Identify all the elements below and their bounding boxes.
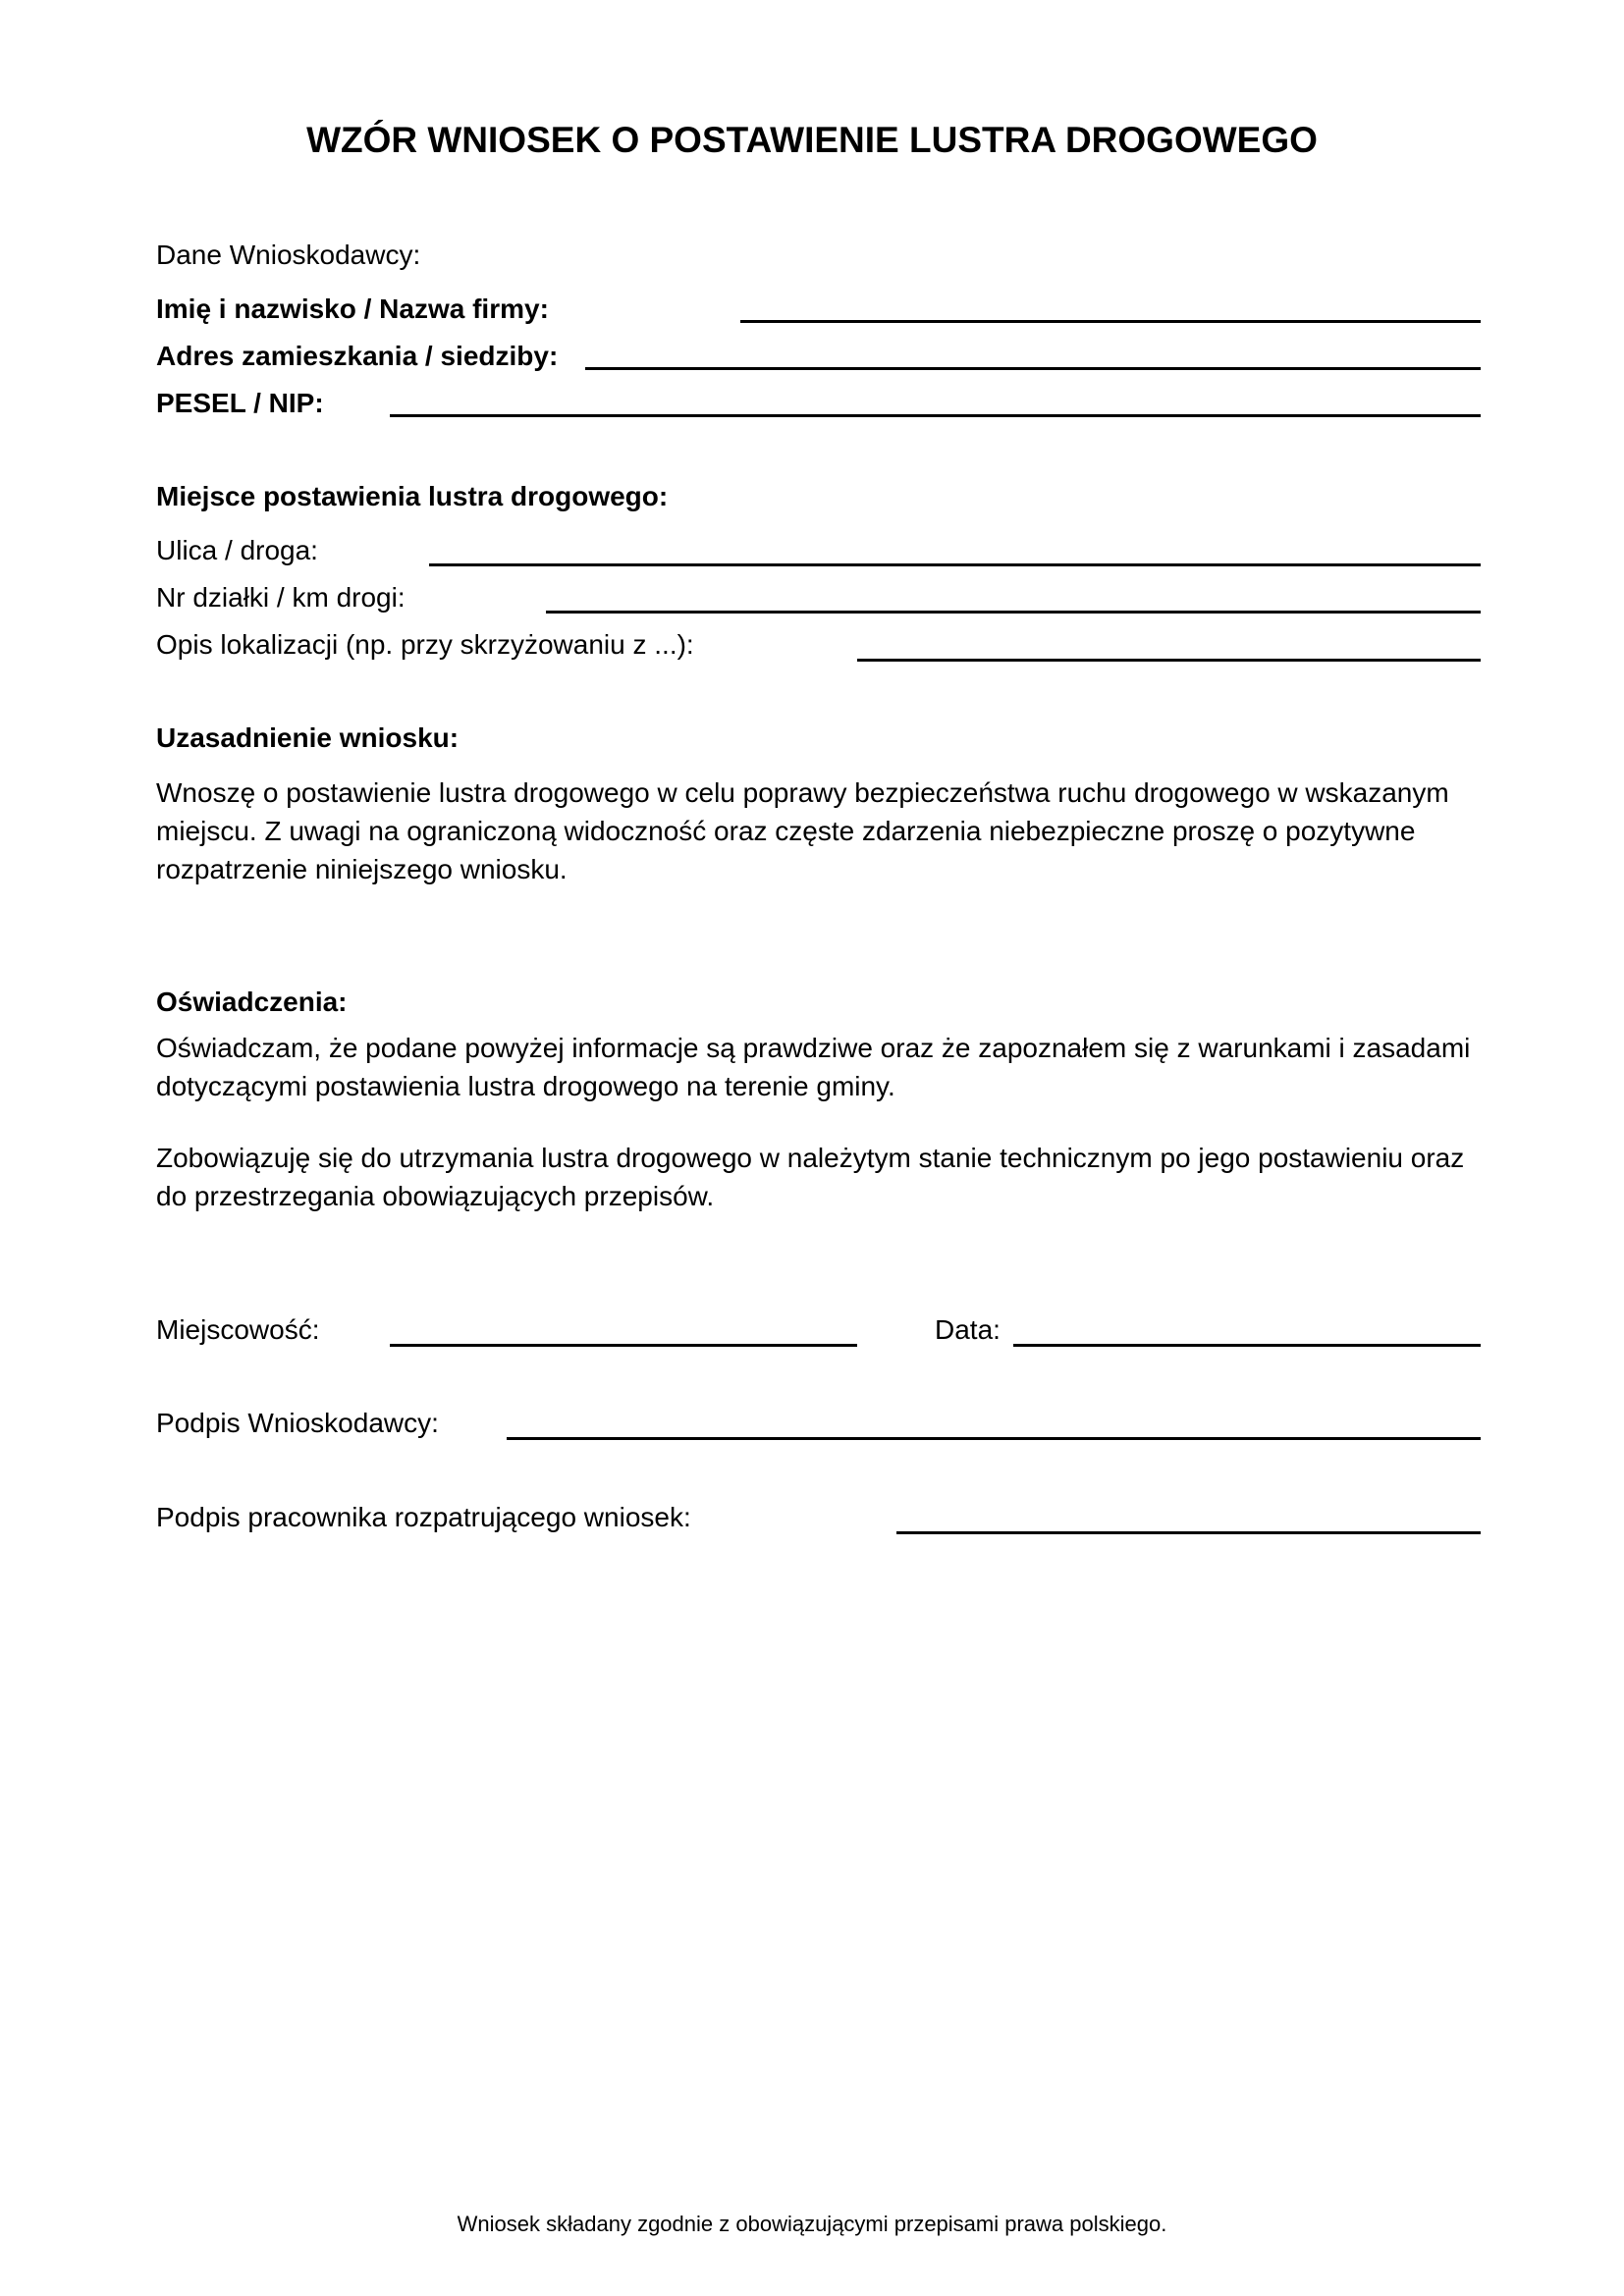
- page-title: WZÓR WNIOSEK O POSTAWIENIE LUSTRA DROGOWEGO: [306, 120, 1318, 160]
- name-field[interactable]: [740, 320, 1481, 323]
- applicant-signature-label: Podpis Wnioskodawcy:: [156, 1408, 439, 1438]
- declaration-paragraph-2: Zobowiązuję się do utrzymania lustra drogowego w należytym stanie technicznym po jego postawieniu oraz do przestrzegania obowiązujących przepisów.: [156, 1143, 1465, 1211]
- address-field[interactable]: [585, 367, 1481, 370]
- date-field[interactable]: [1013, 1344, 1481, 1347]
- date-label: Data:: [935, 1314, 1001, 1345]
- declaration-paragraph-1: Oświadczam, że podane powyżej informacje są prawdziwe oraz że zapoznałem się z warunkami i zasadami dotyczącymi postawienia lustra drogowego na terenie gminy.: [156, 1033, 1471, 1101]
- pesel-field[interactable]: [390, 414, 1481, 417]
- name-label: Imię i nazwisko / Nazwa firmy:: [156, 294, 549, 324]
- place-label: Miejscowość:: [156, 1314, 320, 1345]
- plot-field[interactable]: [546, 611, 1481, 614]
- location-heading: Miejsce postawienia lustra drogowego:: [156, 481, 669, 511]
- declarations-heading: Oświadczenia:: [156, 987, 348, 1017]
- justification-text: Wnoszę o postawienie lustra drogowego w celu poprawy bezpieczeństwa ruchu drogowego w wskazanym miejscu. Z uwagi na ograniczoną widoczność oraz częste zdarzenia niebezpieczne proszę o pozytywne rozpatrzenie niniejszego wniosku.: [156, 777, 1449, 884]
- place-field[interactable]: [390, 1344, 857, 1347]
- officer-signature-field[interactable]: [896, 1531, 1481, 1534]
- plot-label: Nr działki / km drogi:: [156, 582, 406, 613]
- location-description-field[interactable]: [857, 659, 1481, 662]
- street-field[interactable]: [429, 563, 1481, 566]
- officer-signature-label: Podpis pracownika rozpatrującego wniosek:: [156, 1502, 691, 1532]
- applicant-heading: Dane Wnioskodawcy:: [156, 240, 421, 270]
- location-description-label: Opis lokalizacji (np. przy skrzyżowaniu z ...):: [156, 629, 694, 660]
- applicant-signature-field[interactable]: [507, 1437, 1481, 1440]
- footer-note: Wniosek składany zgodnie z obowiązującymi przepisami prawa polskiego.: [457, 2212, 1167, 2236]
- pesel-label: PESEL / NIP:: [156, 388, 324, 418]
- address-label: Adres zamieszkania / siedziby:: [156, 341, 559, 371]
- justification-heading: Uzasadnienie wniosku:: [156, 722, 460, 753]
- street-label: Ulica / droga:: [156, 535, 318, 565]
